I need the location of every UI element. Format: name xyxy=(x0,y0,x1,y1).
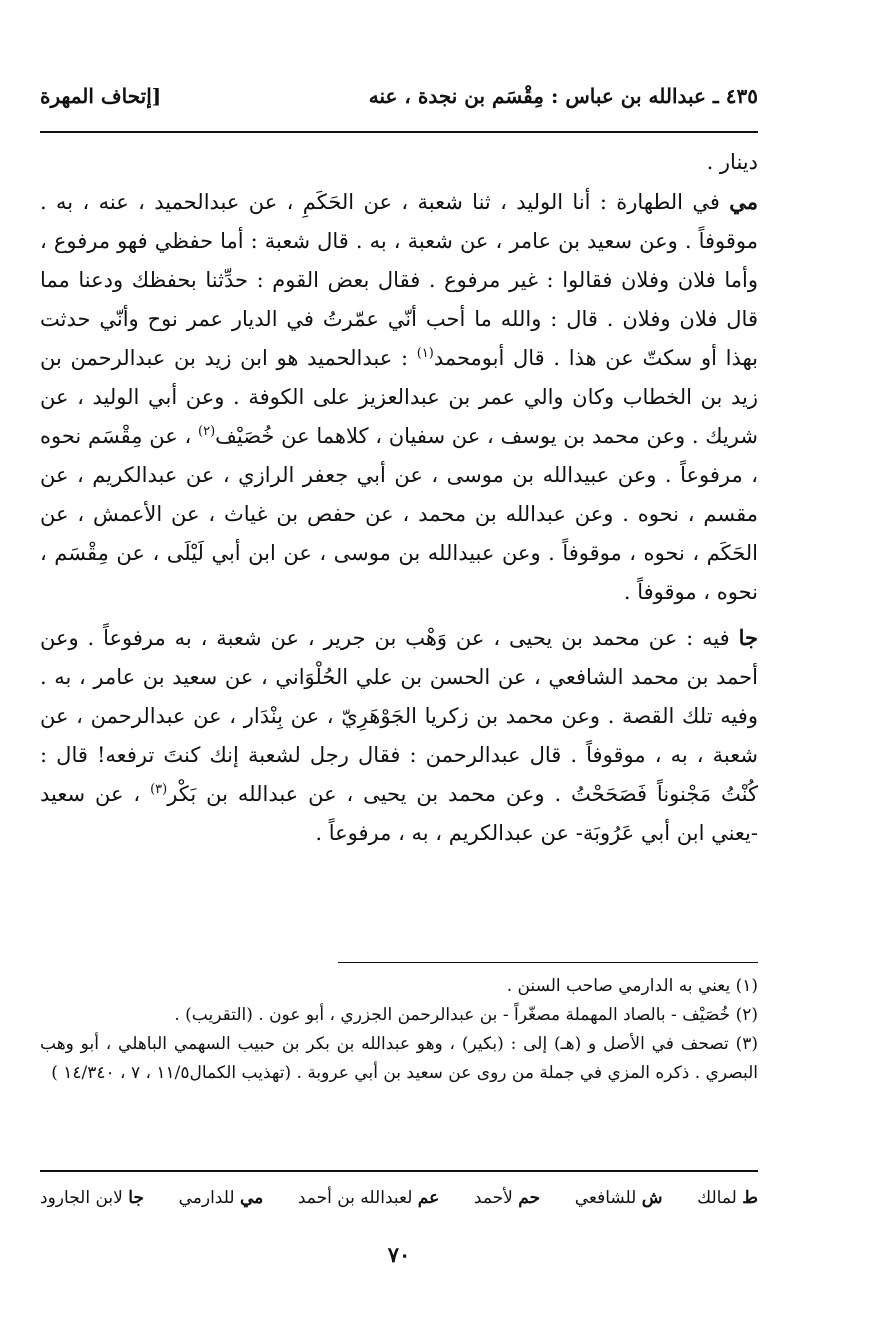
abbreviation-symbol: جا xyxy=(128,1188,144,1208)
abbreviation-item xyxy=(179,1188,264,1208)
running-title: ٤٣٥ ـ عبدالله بن عباس : مِقْسَم بن نجدة ، عنه xyxy=(368,84,758,108)
footnote-ref: (٢) xyxy=(198,424,216,439)
footnote-ref: (١) xyxy=(416,346,434,361)
abbreviation-symbol: عم xyxy=(417,1188,440,1208)
abbreviation-meaning: لابن الجارود xyxy=(40,1188,129,1208)
footnotes xyxy=(40,972,758,1088)
text-paragraph xyxy=(40,143,758,182)
abbreviation-item xyxy=(575,1188,663,1208)
book-title-label: [إتحاف المهرة xyxy=(40,84,162,108)
paragraph-text: ، عن سعيد -يعني ابن أبي عَرُوبَة- عن عبدالكريم ، به ، مرفوعاً . xyxy=(40,782,758,845)
abbreviation-item xyxy=(697,1188,758,1208)
paragraph-text: في الطهارة : أنا الوليد ، ثنا شعبة ، عن الحَكَمِ ، عن عبدالحميد ، عنه ، به . موقوفاً . وعن سعيد بن عامر ، عن شعبة ، به . قال شعبة : أما حفظي فهو مرفوع ، وأما فلان وفلان فقالوا : غير مرفوع . فقال بعض القوم : حدِّثنا بحفظك ودعنا مما قال فلان وفلان . قال : والله ما أحب أنّي عمّرتُ في الديار عمر نوح وأنّي حدثت بهذا أو سكتّ عن هذا . قال أبومحمد xyxy=(40,190,758,370)
footnote-ref: (٣) xyxy=(150,782,168,797)
text-paragraph xyxy=(40,618,758,853)
footnote: (٣) تصحف في الأصل و (هـ) إلى : (بكير) ، وهو عبدالله بن بكر بن حبيب السهمي الباهلي ، أبو وهب البصري . ذكره المزي في جملة من روى عن سعيد بن أبي عروبة . (تهذيب الكمال١١/٥ ، ٧ ، ١٤/٣٤٠ ) xyxy=(40,1034,758,1083)
footnote-divider xyxy=(338,962,758,963)
paragraph-text: ، عن مِقْسَم نحوه ، مرفوعاً . وعن عبيدالله بن موسى ، عن أبي جعفر الرازي ، عن عبدالكريم ، عن مقسم ، نحوه . وعن عبدالله بن محمد ، عن حفص بن غياث ، عن الأعمش ، عن الحَكَم ، نحوه ، موقوفاً . وعن عبيدالله بن موسى ، عن ابن أبي لَيْلَى ، عن مِقْسَم ، نحوه ، موقوفاً . xyxy=(40,424,758,604)
abbreviation-meaning: لمالك xyxy=(697,1188,743,1208)
abbreviations-divider xyxy=(40,1170,758,1172)
main-text xyxy=(40,143,758,853)
abbreviation-meaning: لأحمد xyxy=(473,1188,519,1208)
abbreviation-item xyxy=(298,1188,439,1208)
abbreviation-meaning: لعبدالله بن أحمد xyxy=(297,1188,418,1208)
header-divider xyxy=(40,131,758,133)
abbreviation-symbol: مي xyxy=(239,1188,264,1208)
abbreviation-item xyxy=(474,1188,540,1208)
book-page xyxy=(40,0,758,1333)
paragraph-text: فيه : عن محمد بن يحيى ، عن وَهْب بن جرير ، عن شعبة ، به مرفوعاً . وعن أحمد بن محمد الشافعي ، عن الحسن بن علي الحُلْوَاني ، عن سعيد بن عامر ، به . وفيه تلك القصة . وعن محمد بن زكريا الجَوْهَرِيّ ، عن بِنْدَار ، عن عبدالرحمن ، عن شعبة ، به ، موقوفاً . قال عبدالرحمن : فقال رجل لشعبة إنك كنتَ ترفعه! قال : كُنْتُ مَجْنوناً فَصَحَحْتُ . وعن محمد بن يحيى ، عن عبدالله بن بَكْر xyxy=(40,626,759,806)
abbreviation-meaning: للشافعي xyxy=(574,1188,642,1208)
abbreviation-item xyxy=(40,1188,144,1208)
paragraph-text: دينار . xyxy=(706,150,758,174)
abbreviation-symbol: ط xyxy=(742,1188,758,1208)
abbreviations-key xyxy=(40,1188,758,1208)
page-number: ٧٠ xyxy=(387,1242,411,1267)
page-header xyxy=(40,84,758,116)
source-sigla: مي xyxy=(729,189,758,214)
abbreviation-symbol: حم xyxy=(518,1188,541,1208)
abbreviation-meaning: للدارمي xyxy=(178,1188,240,1208)
abbreviation-symbol: ش xyxy=(641,1188,663,1208)
paragraph-text: : عبدالحميد هو ابن زيد بن عبدالرحمن بن زيد بن الخطاب وكان والي عمر بن عبدالعزيز على الكوفة . وعن أبي الوليد ، عن شريك . وعن محمد بن يوسف ، عن سفيان ، كلاهما عن خُصَيْف xyxy=(40,346,758,448)
footnote: (٢) خُصَيْف - بالصاد المهملة مصغّراً - بن عبدالرحمن الجزري ، أبو عون . (التقريب) . xyxy=(174,1005,758,1025)
text-paragraph xyxy=(40,182,758,612)
source-sigla: جا xyxy=(738,625,758,650)
footnote: (١) يعني به الدارمي صاحب السنن . xyxy=(506,976,758,996)
